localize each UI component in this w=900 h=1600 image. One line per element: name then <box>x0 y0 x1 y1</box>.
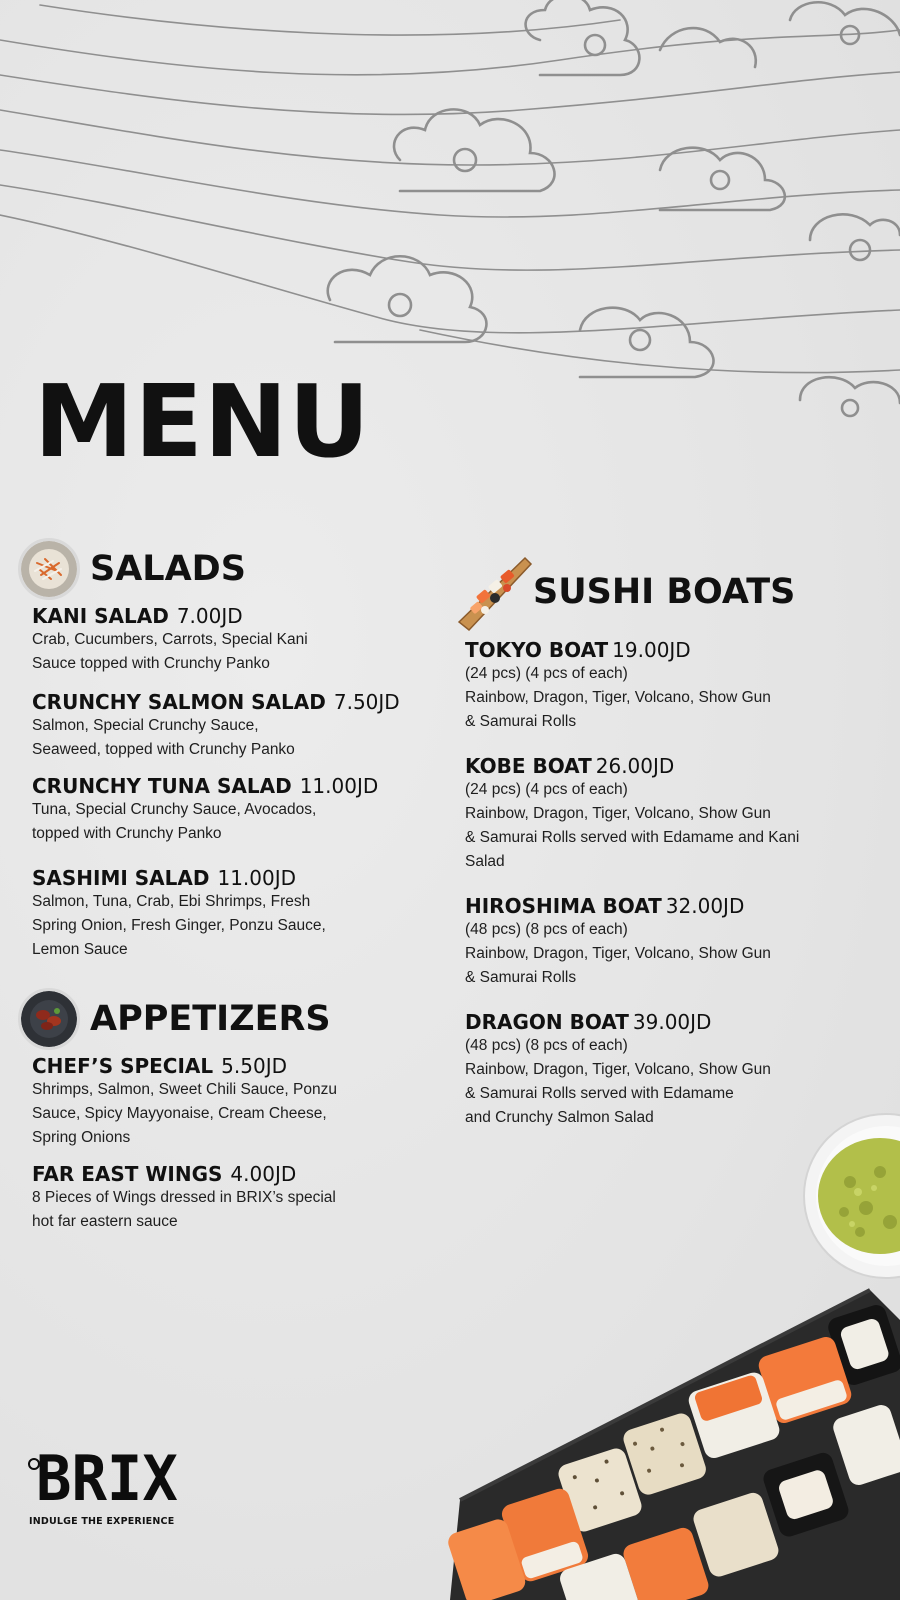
section-header <box>455 552 885 632</box>
item-description: 8 Pieces of Wings dressed in BRIX’s special hot far eastern sauce <box>32 1189 336 1230</box>
sushi-tray-image <box>440 1270 900 1600</box>
item-description: (24 pcs) (4 pcs of each) Rainbow, Dragon, Tiger, Volcano, Show Gun & Samurai Rolls served with Edamame and Kani Salad <box>465 781 800 870</box>
item-name: SASHIMI SALAD <box>32 866 210 890</box>
menu-item <box>32 774 438 846</box>
menu-item <box>32 1054 438 1150</box>
item-name: HIROSHIMA BOAT <box>465 894 662 918</box>
appetizers-section <box>18 988 438 1234</box>
menu-item <box>465 754 885 874</box>
item-name: CRUNCHY TUNA SALAD <box>32 774 292 798</box>
menu-item <box>32 604 438 676</box>
item-name: DRAGON BOAT <box>465 1010 629 1034</box>
item-price: 32.00JD <box>665 894 745 918</box>
menu-item <box>465 638 885 734</box>
item-price: 4.00JD <box>230 1162 297 1186</box>
menu-item <box>32 1162 438 1234</box>
menu-item <box>32 866 438 962</box>
item-price: 11.00JD <box>299 774 379 798</box>
section-title: SUSHI BOATS <box>533 572 796 612</box>
item-price: 26.00JD <box>595 754 675 778</box>
item-description: Shrimps, Salmon, Sweet Chili Sauce, Ponzu Sauce, Spicy Mayyonaise, Cream Cheese, Spring Onions <box>32 1081 337 1146</box>
item-price: 7.00JD <box>176 604 243 628</box>
item-price: 19.00JD <box>612 638 691 662</box>
item-name: TOKYO BOAT <box>465 638 609 662</box>
item-name: FAR EAST WINGS <box>32 1162 223 1186</box>
item-description: Salmon, Special Crunchy Sauce, Seaweed, topped with Crunchy Panko <box>32 717 295 758</box>
item-price: 7.50JD <box>333 690 400 714</box>
section-header <box>18 538 438 600</box>
brix-logo <box>24 1442 194 1527</box>
item-description: Salmon, Tuna, Crab, Ebi Shrimps, Fresh Spring Onion, Fresh Ginger, Ponzu Sauce, Lemon Sauce <box>32 893 326 958</box>
item-description: Crab, Cucumbers, Carrots, Special Kani Sauce topped with Crunchy Panko <box>32 631 308 672</box>
appetizer-image <box>18 988 80 1050</box>
page-title: MENU <box>34 363 371 480</box>
item-name: KOBE BOAT <box>465 754 592 778</box>
item-price: 5.50JD <box>221 1054 287 1078</box>
salads-section <box>18 538 438 962</box>
item-description: (24 pcs) (4 pcs of each) Rainbow, Dragon, Tiger, Volcano, Show Gun & Samurai Rolls <box>465 665 771 730</box>
section-title: SALADS <box>90 549 246 589</box>
salad-image <box>18 538 80 600</box>
item-description: (48 pcs) (8 pcs of each) Rainbow, Dragon, Tiger, Volcano, Show Gun & Samurai Rolls served with Edamame and Crunchy Salmon Salad <box>465 1037 771 1126</box>
item-description: Tuna, Special Crunchy Sauce, Avocados, topped with Crunchy Panko <box>32 801 317 842</box>
item-price: 11.00JD <box>217 866 297 890</box>
brand-name: BRIX <box>36 1442 178 1515</box>
item-description: (48 pcs) (8 pcs of each) Rainbow, Dragon, Tiger, Volcano, Show Gun & Samurai Rolls <box>465 921 771 986</box>
section-header <box>18 988 438 1050</box>
menu-item <box>465 894 885 990</box>
wasabi-bowl-image <box>800 1112 900 1282</box>
item-name: CRUNCHY SALMON SALAD <box>32 690 326 714</box>
sushi-boats-section <box>455 552 885 1130</box>
item-price: 39.00JD <box>632 1010 712 1034</box>
item-name: KANI SALAD <box>32 604 169 628</box>
brand-tagline: INDULGE THE EXPERIENCE <box>29 1516 175 1527</box>
sushi-boat-image <box>455 552 533 632</box>
menu-item <box>32 690 438 762</box>
section-title: APPETIZERS <box>90 999 331 1039</box>
item-name: CHEF’S SPECIAL <box>32 1054 214 1078</box>
